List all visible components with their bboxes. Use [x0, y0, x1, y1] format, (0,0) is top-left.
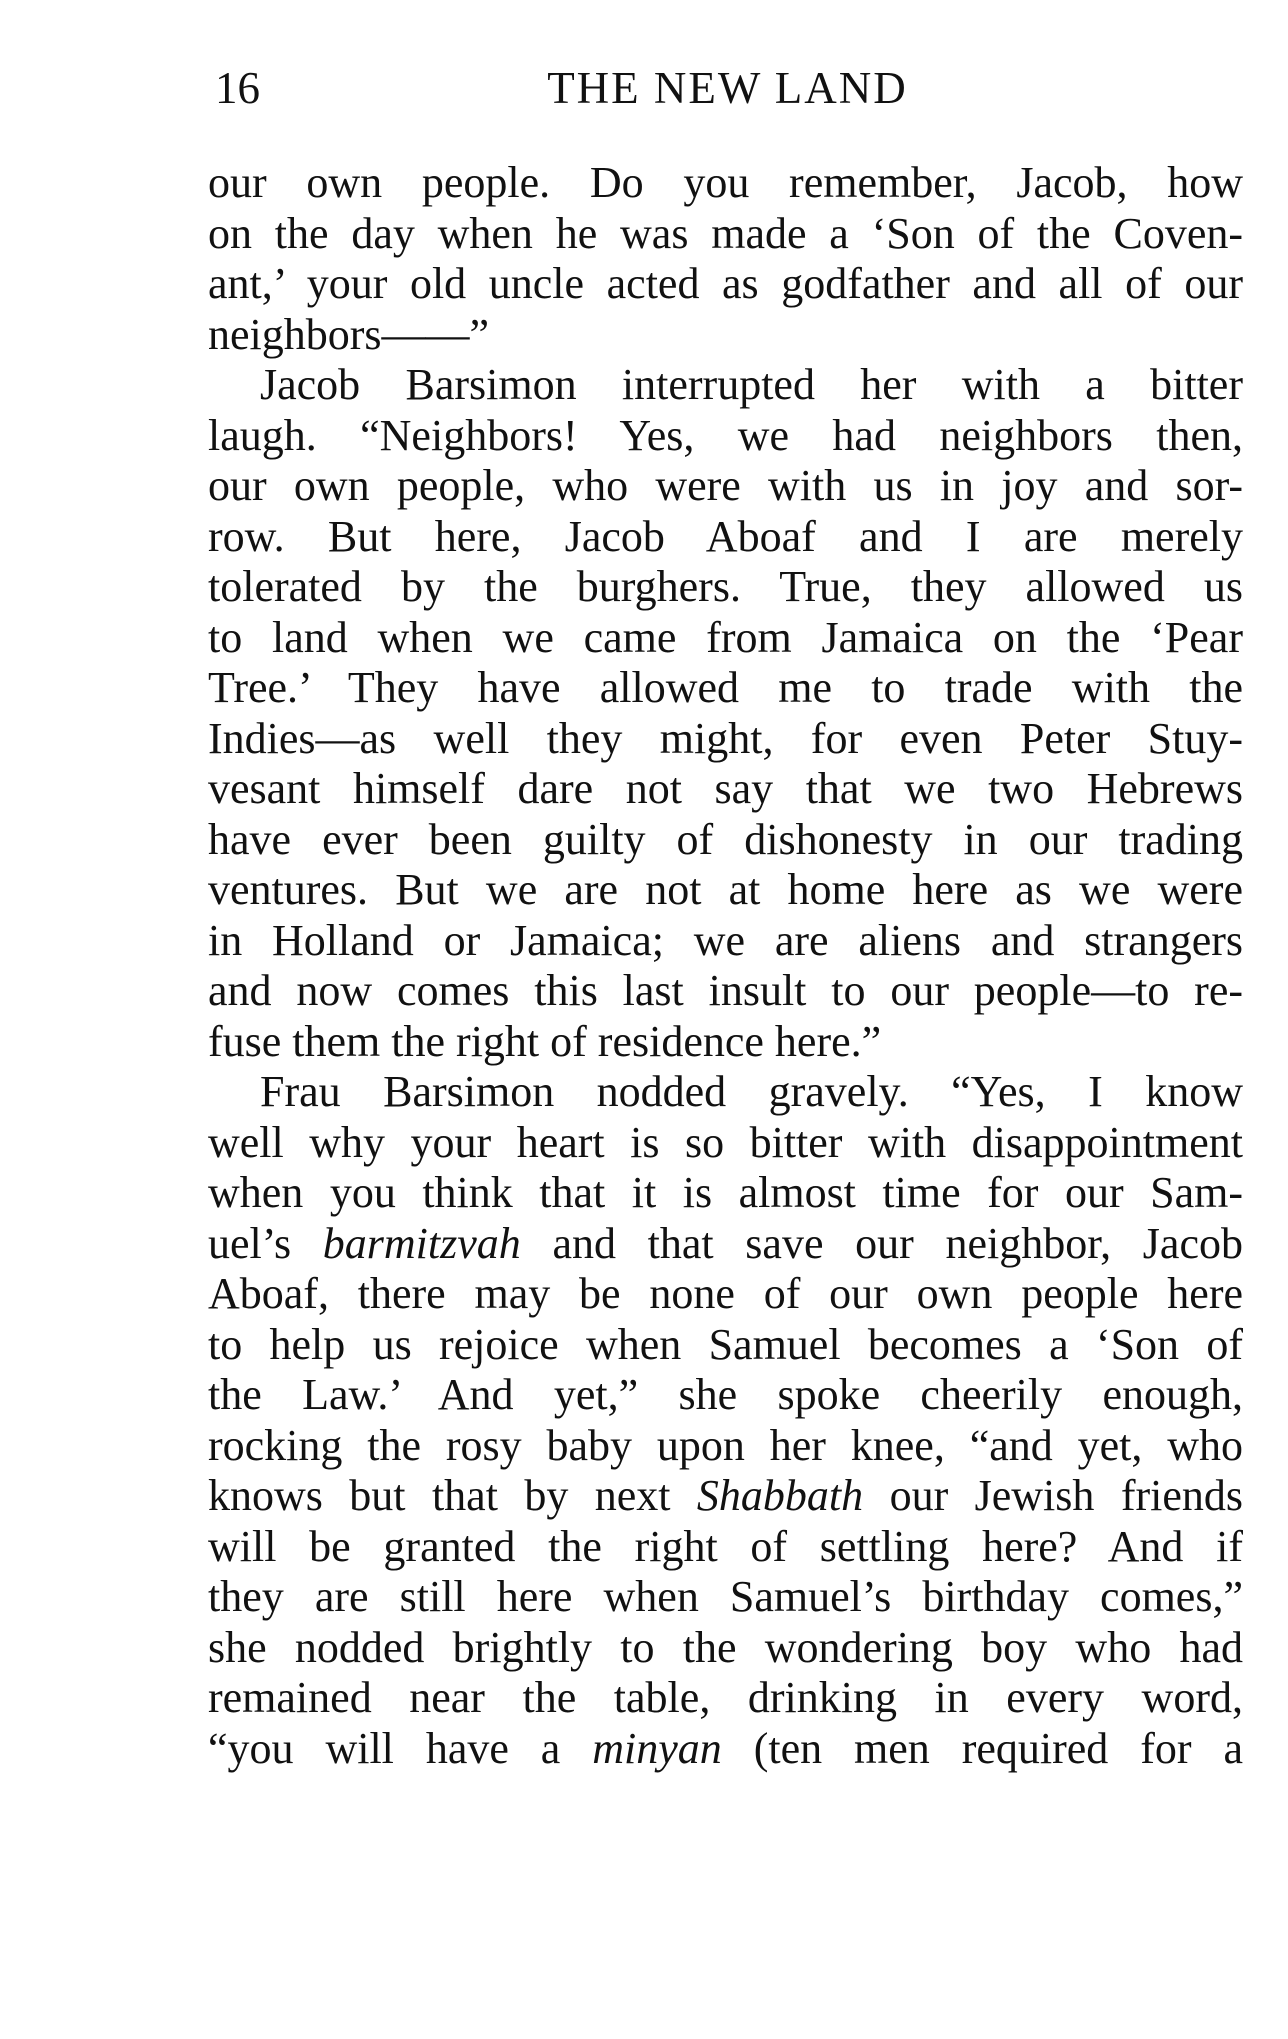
text-line	[208, 1572, 1243, 1623]
text-line	[208, 1522, 1243, 1573]
text-line	[208, 310, 1243, 361]
text-line	[208, 916, 1243, 967]
text-line	[208, 1421, 1243, 1472]
text-line	[208, 411, 1243, 462]
running-head	[215, 58, 1240, 118]
text-segment: (ten men required for a	[721, 1723, 1243, 1773]
text-line	[208, 1017, 1243, 1068]
text-line	[208, 966, 1243, 1017]
text-segment: Tree.’ They have allowed me to trade with the	[208, 663, 1243, 712]
text-line	[208, 461, 1243, 512]
text-segment: she nodded brightly to the wondering boy who had	[208, 1622, 1243, 1672]
text-line	[208, 865, 1243, 916]
text-segment: vesant himself dare not say that we two Hebrews	[208, 764, 1243, 813]
text-segment: neighbors——”	[208, 309, 490, 359]
text-line	[208, 562, 1243, 613]
italic-term: Shabbath	[696, 1471, 864, 1520]
text-line	[208, 1471, 1243, 1522]
text-line	[208, 209, 1243, 260]
text-line	[208, 815, 1243, 866]
text-segment: knows but that by next	[208, 1471, 697, 1520]
text-segment: our own people. Do you remember, Jacob, how	[208, 158, 1243, 207]
text-line	[208, 663, 1243, 714]
text-segment: to land when we came from Jamaica on the ‘Pear	[208, 612, 1243, 662]
text-line	[208, 259, 1243, 310]
text-line	[208, 1370, 1243, 1421]
text-segment: Indies—as well they might, for even Peter Stuy-	[208, 713, 1243, 763]
text-segment: row. But here, Jacob Aboaf and I are merely	[208, 511, 1243, 561]
text-segment: remained near the table, drinking in every word,	[208, 1673, 1243, 1722]
body-text	[208, 158, 1243, 1774]
text-line	[208, 714, 1243, 765]
text-segment: on the day when he was made a ‘Son of the Coven-	[208, 208, 1243, 258]
text-line	[208, 613, 1243, 664]
running-title: THE NEW LAND	[547, 63, 908, 113]
text-line	[208, 1067, 1243, 1118]
italic-term: minyan	[592, 1723, 722, 1773]
text-segment: well why your heart is so bitter with disappointment	[208, 1117, 1243, 1167]
text-line	[208, 1673, 1243, 1724]
text-line	[208, 1168, 1243, 1219]
text-segment: Aboaf, there may be none of our own people here	[208, 1269, 1243, 1318]
text-segment: tolerated by the burghers. True, they allowed us	[208, 562, 1243, 611]
text-segment: in Holland or Jamaica; we are aliens and strangers	[208, 915, 1243, 965]
text-line	[208, 764, 1243, 815]
text-segment: Jacob Barsimon interrupted her with a bitter	[260, 360, 1243, 409]
text-segment: the Law.’ And yet,” she spoke cheerily enough,	[208, 1370, 1243, 1419]
text-segment: will be granted the right of settling here? And if	[208, 1521, 1243, 1571]
text-segment: and that save our neighbor, Jacob	[520, 1218, 1243, 1268]
text-line	[208, 158, 1243, 209]
text-line	[208, 1724, 1243, 1775]
text-line	[208, 1623, 1243, 1674]
text-line	[208, 360, 1243, 411]
text-segment: and now comes this last insult to our people—to re-	[208, 966, 1243, 1015]
text-segment: Frau Barsimon nodded gravely. “Yes, I know	[260, 1067, 1243, 1116]
text-segment: ant,’ your old uncle acted as godfather and all of our	[208, 259, 1243, 308]
italic-term: barmitzvah	[322, 1218, 521, 1268]
text-segment: our Jewish friends	[863, 1471, 1243, 1520]
text-segment: uel’s	[208, 1218, 323, 1268]
text-line	[208, 1320, 1243, 1371]
text-segment: “you will have a	[208, 1723, 593, 1773]
text-segment: rocking the rosy baby upon her knee, “and yet, who	[208, 1420, 1243, 1470]
text-segment: laugh. “Neighbors! Yes, we had neighbors then,	[208, 410, 1243, 460]
text-line	[208, 1269, 1243, 1320]
text-line	[208, 1219, 1243, 1270]
text-segment: fuse them the right of residence here.”	[208, 1016, 882, 1066]
text-segment: they are still here when Samuel’s birthday comes,”	[208, 1572, 1243, 1621]
text-segment: our own people, who were with us in joy and sor-	[208, 461, 1243, 510]
text-segment: when you think that it is almost time for our Sam-	[208, 1168, 1243, 1217]
text-line	[208, 1118, 1243, 1169]
text-segment: ventures. But we are not at home here as we were	[208, 865, 1243, 914]
text-line	[208, 512, 1243, 563]
text-segment: have ever been guilty of dishonesty in our trading	[208, 814, 1243, 864]
page-number: 16	[215, 63, 260, 113]
text-segment: to help us rejoice when Samuel becomes a ‘Son of	[208, 1319, 1243, 1369]
